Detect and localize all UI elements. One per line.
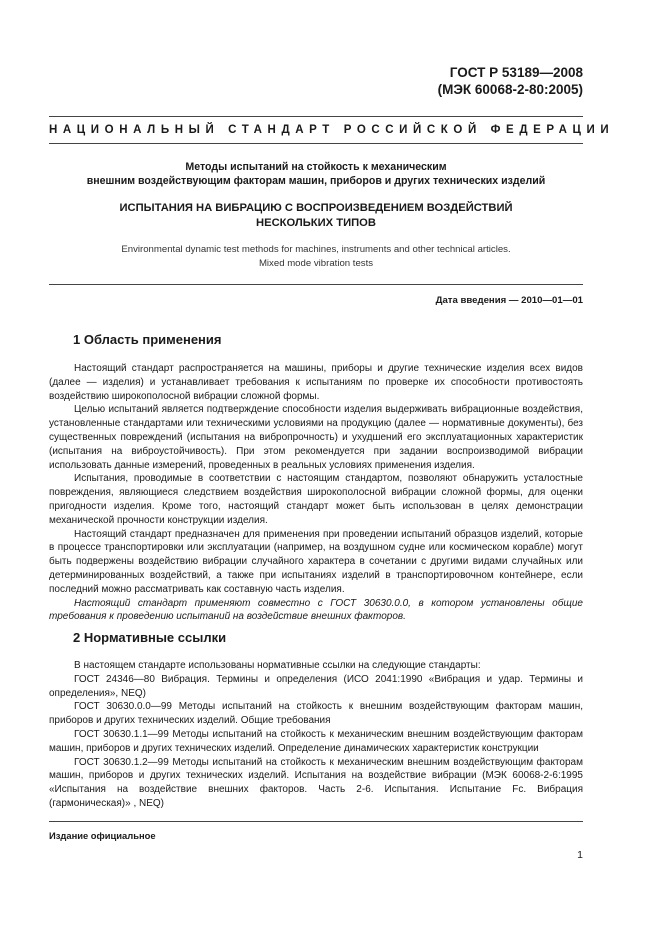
english-title-line: Mixed mode vibration tests bbox=[258, 258, 374, 269]
reference-item: ГОСТ 30630.0.0—99 Методы испытаний на стойкость к внешним воздействующим факторам машин, приборов и других технических изделий. Общие требования bbox=[49, 701, 583, 727]
banner-rule bbox=[49, 143, 583, 144]
english-title-line: Environmental dynamic test methods for machines, instruments and other technical articles. bbox=[121, 244, 511, 255]
subtitle-line: внешним воздействующим факторам машин, приборов и других технических изделий bbox=[86, 175, 546, 187]
page-number: 1 bbox=[577, 849, 583, 861]
paragraph-italic: Настоящий стандарт применяют совместно с ГОСТ 30630.0.0, в котором установлены общие требования к проведению испытаний на воздействие внешних факторов. bbox=[49, 597, 583, 623]
paragraph: Испытания, проводимые в соответствии с настоящим стандартом, позволяют обнаружить усталостные повреждения, являющиеся следствием воздействия широкополосной вибрации сложной формы, для оценки пригодности изделия. Кроме того, настоящий стандарт может быть использован в целях демонстрации механической прочности конструкции изделия. bbox=[49, 473, 583, 526]
footer-rule bbox=[49, 821, 583, 822]
document-title bbox=[49, 201, 583, 231]
paragraph: Настоящий стандарт распространяется на машины, приборы и другие технические изделия всех видов (далее — изделия) и устанавливает требования к испытаниям по проверке их способности противостоять воздействию широкополосной вибрации сложной формы. bbox=[49, 363, 583, 402]
section-2-body bbox=[49, 659, 583, 811]
official-edition-label: Издание официальное bbox=[49, 830, 156, 841]
intro-date: Дата введения — 2010—01—01 bbox=[435, 295, 583, 306]
document-subtitle bbox=[49, 160, 583, 188]
national-standard-banner: НАЦИОНАЛЬНЫЙ СТАНДАРТ РОССИЙСКОЙ ФЕДЕРАЦИИ bbox=[49, 124, 615, 136]
title-rule bbox=[49, 284, 583, 285]
title-line: ИСПЫТАНИЯ НА ВИБРАЦИЮ С ВОСПРОИЗВЕДЕНИЕМ ВОЗДЕЙСТВИЙ bbox=[119, 202, 513, 214]
section-1-heading: 1 Область применения bbox=[73, 332, 222, 347]
reference-item: ГОСТ 30630.1.1—99 Методы испытаний на стойкость к механическим внешним воздействующим факторам машин, приборов и других технических изделий. Определение динамических характеристик конструкции bbox=[49, 728, 583, 754]
gost-number: ГОСТ Р 53189—2008 bbox=[449, 65, 583, 80]
english-title bbox=[49, 243, 583, 271]
section-1-body bbox=[49, 362, 583, 624]
subtitle-line: Методы испытаний на стойкость к механическим bbox=[185, 161, 447, 173]
paragraph: Целью испытаний является подтверждение способности изделия выдерживать вибрационные воздействия, установленные стандартами или техническими условиями на продукцию (далее — нормативные документы), без существенных повреждений (испытания на вибропрочность) и ухудшений его эксплуатационных характеристик (испытания на виброустойчивость). При этом рекомендуется при задании воспроизводимой вибрации использовать данные измерений, проведенных в реальных условиях применения изделия. bbox=[49, 404, 583, 471]
paragraph: В настоящем стандарте использованы нормативные ссылки на следующие стандарты: bbox=[74, 660, 481, 671]
gost-designation bbox=[438, 64, 583, 98]
reference-item: ГОСТ 30630.1.2—99 Методы испытаний на стойкость к механическим внешним воздействующим факторам машин, приборов и других технических изделий. Испытания на воздействие вибрации (МЭК 60068-2-6:1995 «Испытания на воздействие внешних факторов. Часть 2-6. Испытания. Испытание Fc. Вибрация (гармоническая)» , NEQ) bbox=[49, 756, 583, 809]
top-rule bbox=[49, 116, 583, 117]
paragraph: Настоящий стандарт предназначен для применения при проведении испытаний образцов изделий, которые в процессе транспортировки или эксплуатации (например, на воздушном судне или космическом корабле) могут быть подвержены воздействию вибрации случайного характера в сочетании с другими видами случайных или детерминированных воздействий, а также при испытаниях изделий в транспортировочном контейнере, если последний можно рассматривать как составную часть изделия. bbox=[49, 528, 583, 595]
reference-item: ГОСТ 24346—80 Вибрация. Термины и определения (ИСО 2041:1990 «Вибрация и удар. Термины и определения», NEQ) bbox=[49, 673, 583, 699]
title-line: НЕСКОЛЬКИХ ТИПОВ bbox=[256, 217, 376, 229]
iec-number: (МЭК 60068-2-80:2005) bbox=[437, 82, 583, 97]
section-2-heading: 2 Нормативные ссылки bbox=[73, 630, 227, 645]
